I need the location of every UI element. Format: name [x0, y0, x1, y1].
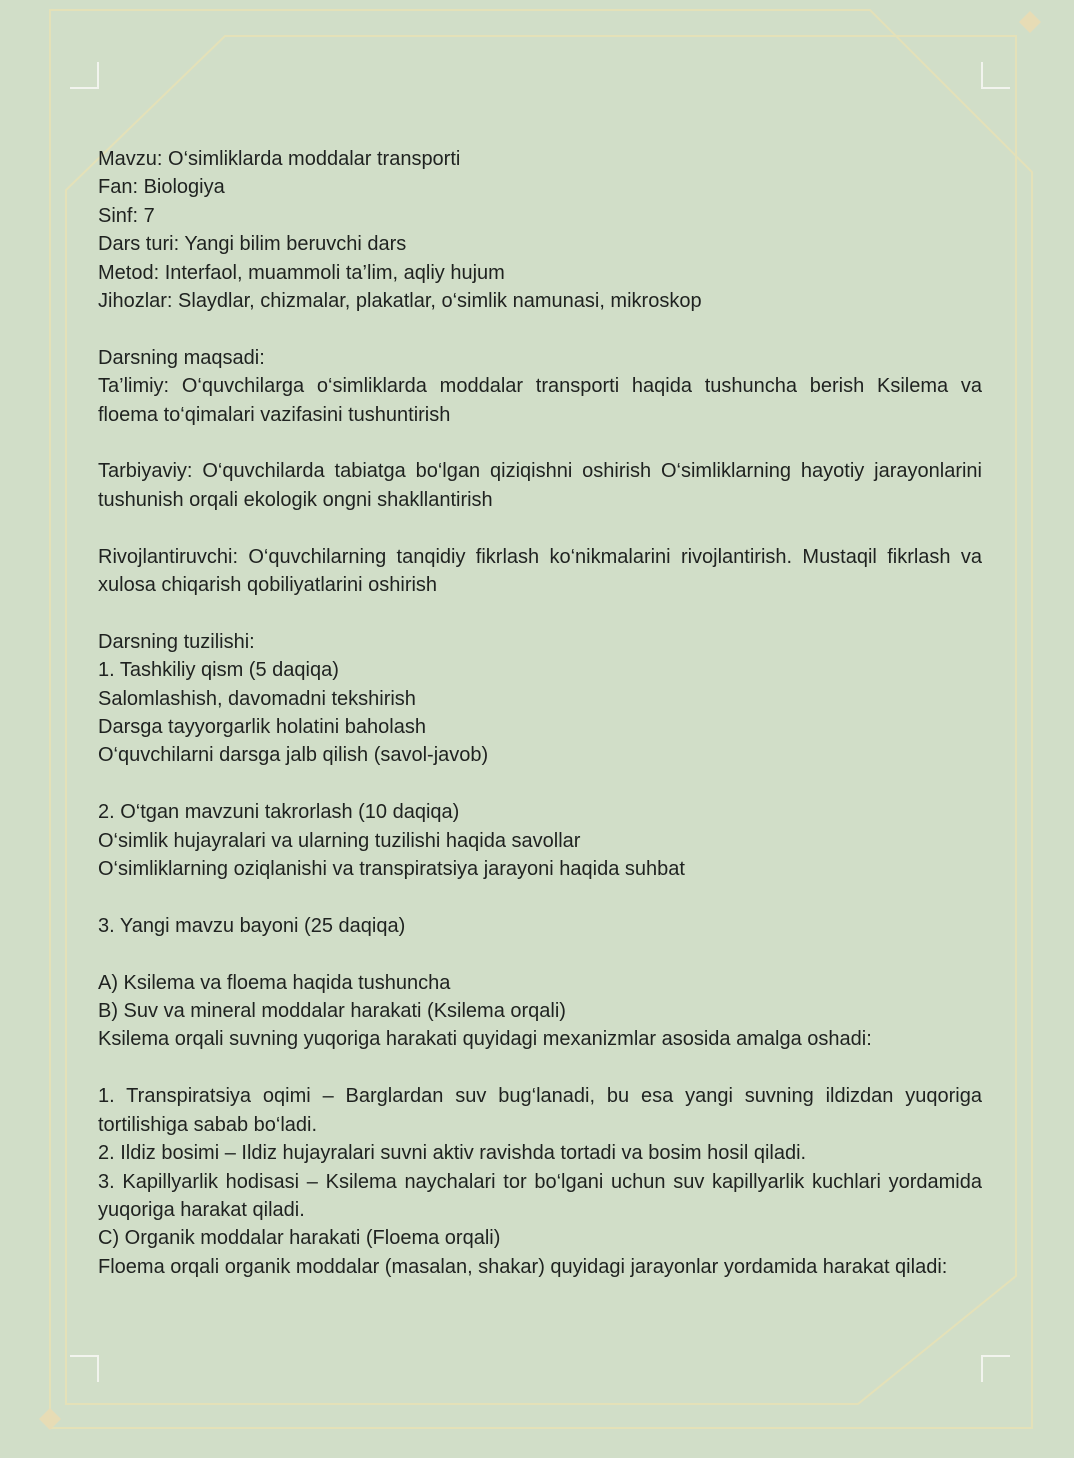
diamond-ornament-top-right [1019, 11, 1041, 33]
section-a: A) Ksilema va floema haqida tushuncha [98, 971, 451, 994]
part2-title: 2. O‘tgan mavzuni takrorlash (10 daqiqa) [98, 801, 460, 824]
topic-line: Mavzu: O‘simliklarda moddalar transporti [98, 148, 461, 170]
goals-heading: Darsning maqsadi: [98, 346, 265, 369]
structure-heading: Darsning tuzilishi: [98, 630, 255, 653]
subject-line: Fan: Biologiya [98, 176, 225, 199]
mechanism-item: 1. Transpiratsiya oqimi – Barglardan suv bug‘lanadi, bu esa yangi suvning ildizdan yuqoriga tortilishiga sabab bo‘ladi. [98, 1085, 982, 1136]
diamond-ornament-bottom-left [39, 1408, 61, 1430]
educational-goal: Ta’limiy: O‘quvchilarga o‘simliklarda moddalar transporti haqida tushuncha berish Ksilema va floema to‘qimalari vazifasini tushuntirish [98, 375, 982, 426]
corner-mark-bottom-left [70, 1356, 98, 1382]
corner-mark-bottom-right [982, 1356, 1010, 1382]
list-item: O‘simliklarning oziqlanishi va transpiratsiya jarayoni haqida suhbat [98, 858, 685, 881]
part1-title: 1. Tashkiliy qism (5 daqiqa) [98, 659, 339, 682]
section-b-intro: Ksilema orqali suvning yuqoriga harakati quyidagi mexanizmlar asosida amalga oshadi: [98, 1028, 872, 1051]
method-line: Metod: Interfaol, muammoli ta’lim, aqliy hujum [98, 261, 505, 284]
list-item: O‘simlik hujayralari va ularning tuzilishi haqida savollar [98, 829, 581, 852]
list-item: Salomlashish, davomadni tekshirish [98, 687, 416, 710]
upbringing-goal: Tarbiyaviy: O‘quvchilarda tabiatga bo‘lgan qiziqishni oshirish O‘simliklarning hayotiy jarayonlarini tushunish orqali ekologik ongni shakllantirish [98, 460, 982, 511]
mechanism-item: 2. Ildiz bosimi – Ildiz hujayralari suvni aktiv ravishda tortadi va bosim hosil qiladi. [98, 1142, 807, 1165]
corner-mark-top-left [70, 62, 98, 88]
list-item: Darsga tayyorgarlik holatini baholash [98, 716, 426, 739]
section-c-intro: Floema orqali organik moddalar (masalan, shakar) quyidagi jarayonlar yordamida harakat qiladi: [98, 1255, 948, 1278]
section-b: B) Suv va mineral moddalar harakati (Ksilema orqali) [98, 1000, 566, 1023]
grade-line: Sinf: 7 [98, 204, 155, 227]
developmental-goal: Rivojlantiruvchi: O‘quvchilarning tanqidiy fikrlash ko‘nikmalarini rivojlantirish. Mustaqil fikrlash va xulosa chiqarish qobiliyatlarini oshirish [98, 545, 982, 597]
lesson-type-line: Dars turi: Yangi bilim beruvchi dars [98, 233, 407, 256]
equipment-line: Jihozlar: Slaydlar, chizmalar, plakatlar, o‘simlik namunasi, mikroskop [98, 290, 702, 313]
corner-mark-top-right [982, 62, 1010, 88]
lesson-plan-body [98, 145, 982, 1281]
mechanism-item: 3. Kapillyarlik hodisasi – Ksilema naychalari tor bo‘lgani uchun suv kapillyarlik kuchlari yordamida yuqoriga harakat qiladi. [98, 1170, 982, 1221]
section-c: C) Organik moddalar harakati (Floema orqali) [98, 1227, 501, 1250]
part3-title: 3. Yangi mavzu bayoni (25 daqiqa) [98, 914, 406, 937]
list-item: O‘quvchilarni darsga jalb qilish (savol-javob) [98, 744, 489, 767]
